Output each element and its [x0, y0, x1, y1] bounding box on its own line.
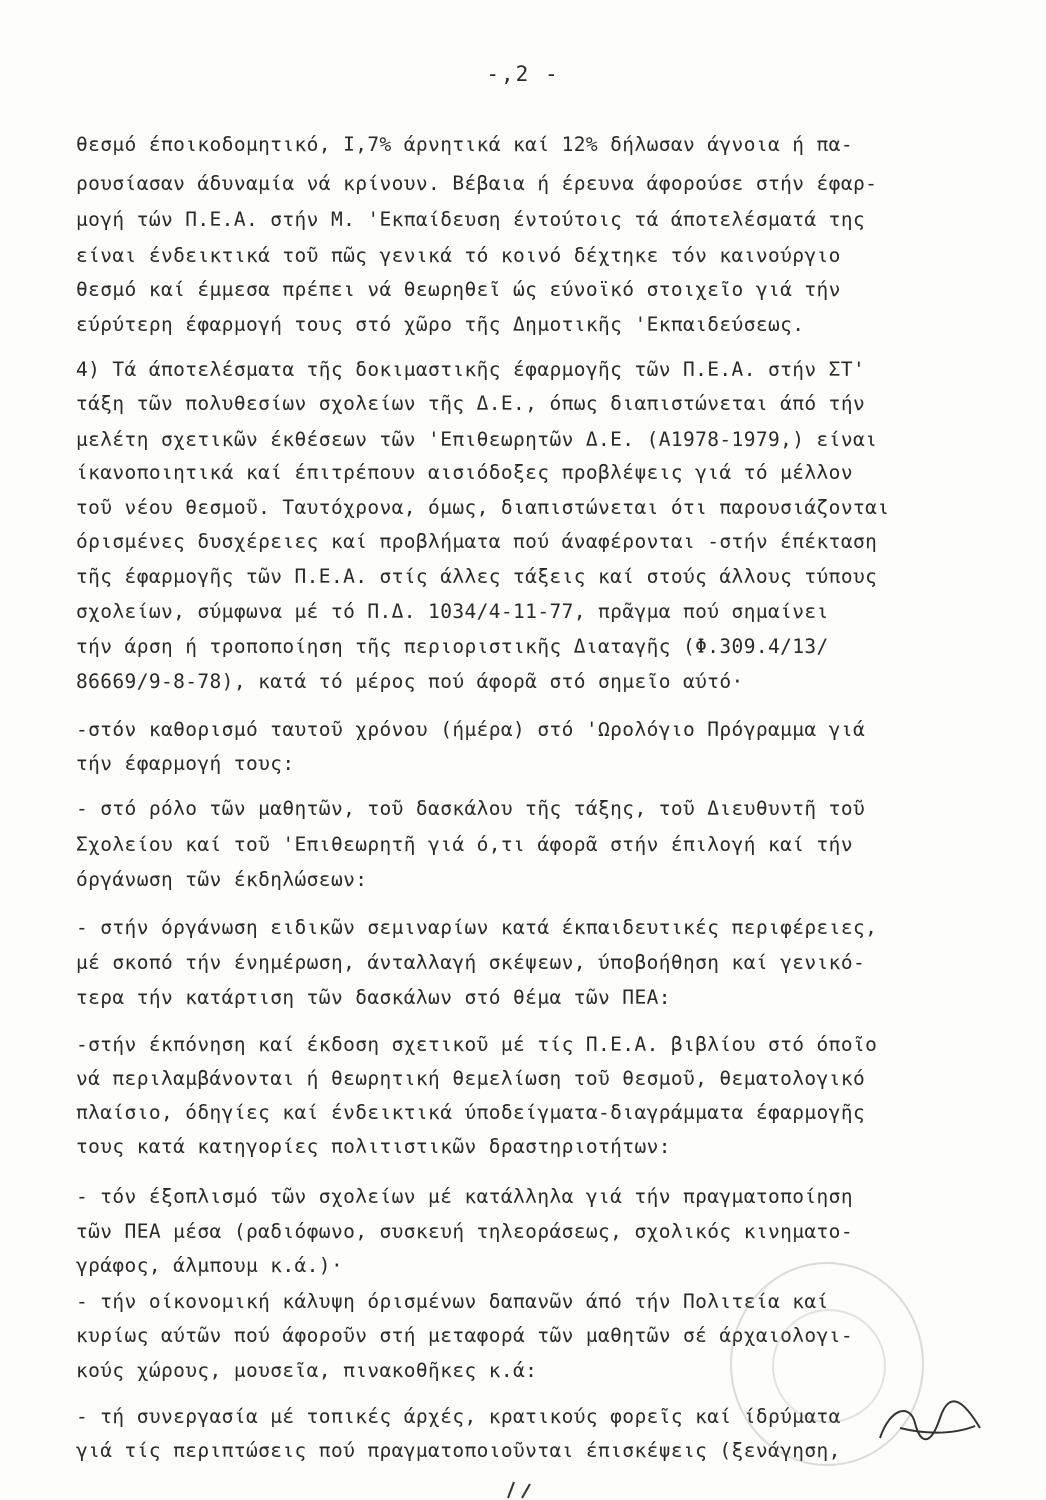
text-line: όργάνωση τῶν έκδηλώσεων:	[76, 868, 368, 891]
text-line: - τόν έξοπλισμό τῶν σχολείων μέ κατάλληλα γιά τήν πραγματοποίηση	[76, 1185, 853, 1208]
text-line: - στήν όργάνωση ειδικῶν σεμιναρίων κατά έκπαιδευτικές περιφέρειες,	[76, 916, 878, 939]
text-line: Σχολείου καί τοῦ 'Επιθεωρητῆ γιά ό,τι άφορᾶ στήν έπιλογή καί τήν	[76, 833, 853, 856]
text-line: τερα τήν κατάρτιση τῶν δασκάλων στό θέμα τῶν ΠΕΑ:	[76, 986, 671, 1009]
text-line: ίκανοποιητικά καί έπιτρέπουν αισιόδοξες προβλέψεις γιά τό μέλλον	[76, 461, 853, 484]
text-line: - τή συνεργασία μέ τοπικές άρχές, κρατικούς φορεῖς καί ίδρύματα	[76, 1405, 841, 1428]
text-line: τῆς έφαρμογῆς τῶν Π.Ε.Α. στίς άλλες τάξεις καί στούς άλλους τύπους	[76, 565, 878, 588]
text-line: τῶν ΠΕΑ μέσα (ραδιόφωνο, συσκευή τηλεοράσεως, σχολικός κινηματο-	[76, 1220, 853, 1243]
text-line: γράφος, άλμπουμ κ.ά.)·	[76, 1254, 344, 1277]
text-line: τάξη τῶν πολυθεσίων σχολείων τῆς Δ.Ε., όπως διαπιστώνεται άπό τήν	[76, 392, 866, 415]
text-line: θεσμό καί έμμεσα πρέπει νά θεωρηθεῖ ώς εύνοϊκό στοιχεῖο γιά τήν	[76, 278, 841, 301]
text-line: τους κατά κατηγορίες πολιτιστικῶν δραστηριοτήτων:	[76, 1135, 671, 1158]
text-line: εύρύτερη έφαρμογή τους στό χῶρο τῆς Δημοτικῆς 'Εκπαιδεύσεως.	[76, 313, 805, 336]
text-line: -στήν έκπόνηση καί έκδοση σχετικοῦ μέ τίς Π.Ε.Α. βιβλίου στό όποῖο	[76, 1033, 878, 1056]
text-line: γιά τίς περιπτώσεις πού πραγματοποιοῦνται έπισκέψεις (ξενάγηση,	[76, 1439, 841, 1462]
text-line: μογή τών Π.Ε.Α. στήν Μ. 'Εκπαίδευση έντούτοις τά άποτελέσματά της	[76, 208, 866, 231]
text-line: μέ σκοπό τήν ένημέρωση, άνταλλαγή σκέψεων, ύποβοήθηση καί γενικό-	[76, 951, 866, 974]
text-line: μελέτη σχετικῶν έκθέσεων τῶν 'Επιθεωρητῶν Δ.Ε. (Α1978-1979,) είναι	[76, 428, 878, 451]
text-line: -στόν καθορισμό ταυτοῦ χρόνου (ήμέρα) στό 'Ωρολόγιο Πρόγραμμα γιά	[76, 718, 866, 741]
text-line: κυρίως αύτῶν πού άφοροῦν στή μεταφορά τῶν μαθητῶν σέ άρχαιολογι-	[76, 1324, 853, 1347]
text-line: κούς χώρους, μουσεῖα, πινακοθῆκες κ.ά:	[76, 1359, 538, 1382]
page-number: -,2 -	[486, 62, 560, 86]
text-line: 4) Τά άποτελέσματα τῆς δοκιμαστικῆς έφαρμογῆς τῶν Π.Ε.Α. στήν ΣΤ'	[76, 358, 866, 381]
text-line: θεσμό έποικοδομητικό, Ι,7% άρνητικά καί 12% δήλωσαν άγνοια ή πα-	[76, 133, 853, 156]
text-line: τήν άρση ή τροποποίηση τῆς περιοριστικῆς Διαταγῆς (Φ.309.4/13/	[76, 635, 829, 658]
text-line: νά περιλαμβάνονται ή θεωρητική θεμελίωση τοῦ θεσμοῦ, θεματολογικό	[76, 1067, 866, 1090]
bottom-mark	[500, 1478, 540, 1500]
text-line: - τήν οίκονομική κάλυψη όρισμένων δαπανῶν άπό τήν Πολιτεία καί	[76, 1290, 829, 1313]
text-line: τήν έφαρμογή τους:	[76, 752, 295, 775]
text-line: όρισμένες δυσχέρειες καί προβλήματα πού άναφέρονται -στήν έπέκταση	[76, 530, 878, 553]
text-line: ρουσίασαν άδυναμία νά κρίνουν. Βέβαια ή έρευνα άφορούσε στήν έφαρ-	[76, 172, 878, 195]
text-line: - στό ρόλο τῶν μαθητῶν, τοῦ δασκάλου τῆς τάξης, τοῦ Διευθυντῆ τοῦ	[76, 797, 866, 820]
text-line: σχολείων, σύμφωνα μέ τό Π.Δ. 1034/4-11-77, πρᾶγμα πού σημαίνει	[76, 600, 829, 623]
text-line: πλαίσιο, όδηγίες καί ένδεικτικά ύποδείγματα-διαγράμματα έφαρμογῆς	[76, 1101, 866, 1124]
signature	[870, 1398, 990, 1458]
text-line: 86669/9-8-78), κατά τό μέρος πού άφορᾶ στό σημεῖο αύτό·	[76, 670, 744, 693]
text-line: είναι ένδεικτικά τοῦ πῶς γενικά τό κοινό δέχτηκε τόν καινούργιο	[76, 244, 841, 267]
stamp-inner-ring	[772, 1309, 886, 1423]
text-line: τοῦ νέου θεσμοῦ. Ταυτόχρονα, όμως, διαπιστώνεται ότι παρουσιάζονται	[76, 496, 890, 519]
